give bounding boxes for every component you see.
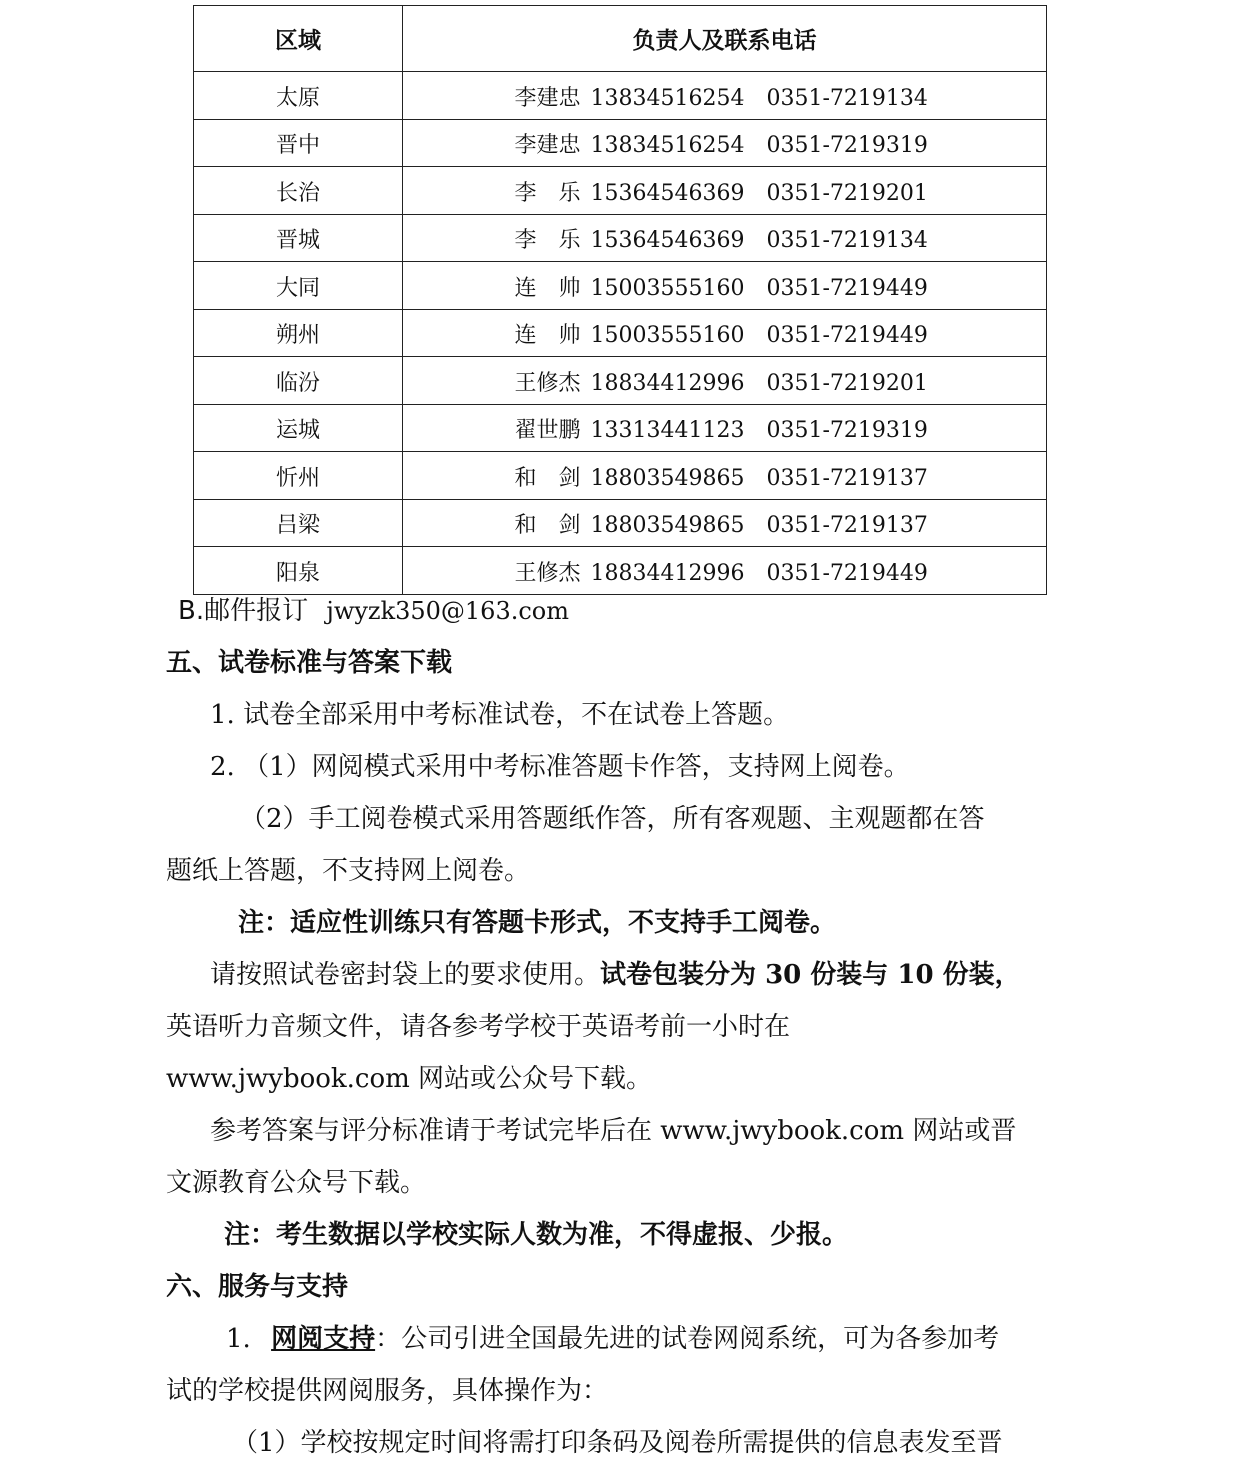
contact-line	[515, 366, 935, 397]
mobile-number: 13834516254	[590, 85, 745, 111]
contact-cell	[403, 547, 1047, 595]
region-cell: 临汾	[194, 357, 403, 405]
contact-line	[515, 508, 935, 539]
contact-line	[515, 223, 935, 254]
mobile-number: 15364546369	[590, 228, 745, 254]
section-6-item-1	[226, 1322, 999, 1356]
contact-name: 王修杰	[514, 560, 581, 586]
region-cell: 晋中	[194, 119, 403, 167]
online-marking-text: ：公司引进全国最先进的试卷网阅系统，可为各参加考	[375, 1324, 1000, 1354]
section-6-sub-item-1: （1）学校按规定时间将需打印条码及阅卷所需提供的信息表发至晋	[232, 1428, 1003, 1458]
table-row	[194, 404, 1047, 452]
table-row	[194, 167, 1047, 215]
header-region: 区域	[194, 6, 403, 72]
mobile-number: 15003555160	[590, 323, 745, 349]
email-label: B.邮件报订	[178, 596, 309, 626]
mobile-number: 13834516254	[590, 133, 745, 159]
section-5-item-2b-line-2: 题纸上答题，不支持网上阅卷。	[166, 856, 531, 886]
section-6-item-1-line-2: 试的学校提供网阅服务，具体操作为：	[166, 1376, 609, 1406]
email-order-line	[178, 594, 569, 628]
section-5-item-2b-line-1: （2）手工阅卷模式采用答题纸作答，所有客观题、主观题都在答	[240, 804, 985, 834]
section-5-item-2: 2. （1）网阅模式采用中考标准答题卡作答，支持网上阅卷。	[210, 752, 910, 782]
table-row	[194, 499, 1047, 547]
email-address: jwyzk350@163.com	[326, 597, 569, 625]
contact-cell	[403, 452, 1047, 500]
contact-name: 连 帅	[514, 275, 581, 301]
package-instruction: 请按照试卷密封袋上的要求使用。	[210, 960, 601, 990]
region-cell: 长治	[194, 167, 403, 215]
contact-cell	[403, 167, 1047, 215]
office-phone: 0351-7219449	[766, 275, 928, 301]
header-contact: 负责人及联系电话	[403, 6, 1047, 72]
region-cell: 太原	[194, 72, 403, 120]
contact-line	[515, 556, 935, 587]
section-6-title: 六、服务与支持	[166, 1272, 349, 1302]
contact-name: 李 乐	[514, 228, 581, 254]
contact-line	[515, 271, 935, 302]
section-5-title: 五、试卷标准与答案下载	[166, 648, 453, 678]
mobile-number: 18803549865	[590, 513, 745, 539]
contact-cell	[403, 357, 1047, 405]
mobile-number: 13313441123	[590, 418, 745, 444]
region-cell: 晋城	[194, 214, 403, 262]
contact-cell	[403, 309, 1047, 357]
contact-cell	[403, 404, 1047, 452]
region-cell: 朔州	[194, 309, 403, 357]
office-phone: 0351-7219137	[766, 513, 928, 539]
office-phone: 0351-7219201	[766, 180, 928, 206]
answer-paragraph-line-2: 文源教育公众号下载。	[166, 1168, 427, 1198]
table-row	[194, 214, 1047, 262]
table-row	[194, 72, 1047, 120]
contact-line	[515, 318, 935, 349]
online-marking-label: 网阅支持	[271, 1324, 376, 1354]
answer-paragraph-line-1: 参考答案与评分标准请于考试完毕后在 www.jwybook.com 网站或晋	[210, 1116, 1017, 1146]
contact-line	[515, 176, 935, 207]
note-student-data: 注：考生数据以学校实际人数为准，不得虚报、少报。	[224, 1220, 849, 1250]
mobile-number: 15003555160	[590, 275, 745, 301]
contact-name: 翟世鹏	[514, 418, 581, 444]
contact-cell	[403, 499, 1047, 547]
contact-cell	[403, 262, 1047, 310]
region-cell: 忻州	[194, 452, 403, 500]
region-cell: 运城	[194, 404, 403, 452]
table-header-row	[194, 6, 1047, 72]
contact-name: 李建忠	[514, 85, 581, 111]
contact-cell	[403, 214, 1047, 262]
table-row	[194, 119, 1047, 167]
contact-name: 和 剑	[514, 513, 581, 539]
mobile-number: 18803549865	[590, 465, 745, 491]
contact-name: 李 乐	[514, 180, 581, 206]
mobile-number: 18834412996	[590, 370, 745, 396]
note-adaptive-training: 注：适应性训练只有答题卡形式，不支持手工阅卷。	[238, 908, 837, 938]
package-paragraph-line-3: www.jwybook.com 网站或公众号下载。	[166, 1064, 653, 1094]
package-size-note: 试卷包装分为 30 份装与 10 份装，	[600, 960, 1021, 990]
office-phone: 0351-7219134	[766, 228, 928, 254]
contact-name: 李建忠	[514, 133, 581, 159]
contact-name: 王修杰	[514, 370, 581, 396]
office-phone: 0351-7219137	[766, 465, 928, 491]
office-phone: 0351-7219449	[766, 323, 928, 349]
contact-line	[515, 128, 935, 159]
package-paragraph-line-2: 英语听力音频文件，请各参考学校于英语考前一小时在	[166, 1012, 791, 1042]
office-phone: 0351-7219201	[766, 370, 928, 396]
item-number: 1.	[226, 1324, 251, 1354]
contact-line	[515, 413, 935, 444]
office-phone: 0351-7219319	[766, 133, 928, 159]
mobile-number: 15364546369	[590, 180, 745, 206]
package-paragraph-line-1	[210, 958, 1021, 992]
table-row	[194, 357, 1047, 405]
table-row	[194, 309, 1047, 357]
office-phone: 0351-7219134	[766, 85, 928, 111]
table-row	[194, 262, 1047, 310]
mobile-number: 18834412996	[590, 560, 745, 586]
region-cell: 阳泉	[194, 547, 403, 595]
contact-cell	[403, 119, 1047, 167]
contact-line	[515, 81, 935, 112]
section-5-item-1: 1. 试卷全部采用中考标准试卷，不在试卷上答题。	[210, 700, 790, 730]
contact-name: 和 剑	[514, 465, 581, 491]
contact-table	[193, 5, 1047, 595]
table-row	[194, 452, 1047, 500]
region-cell: 大同	[194, 262, 403, 310]
region-cell: 吕梁	[194, 499, 403, 547]
contact-cell	[403, 72, 1047, 120]
contact-name: 连 帅	[514, 323, 581, 349]
table-row	[194, 547, 1047, 595]
table-body	[194, 72, 1047, 595]
contact-line	[515, 461, 935, 492]
office-phone: 0351-7219449	[766, 560, 928, 586]
office-phone: 0351-7219319	[766, 418, 928, 444]
